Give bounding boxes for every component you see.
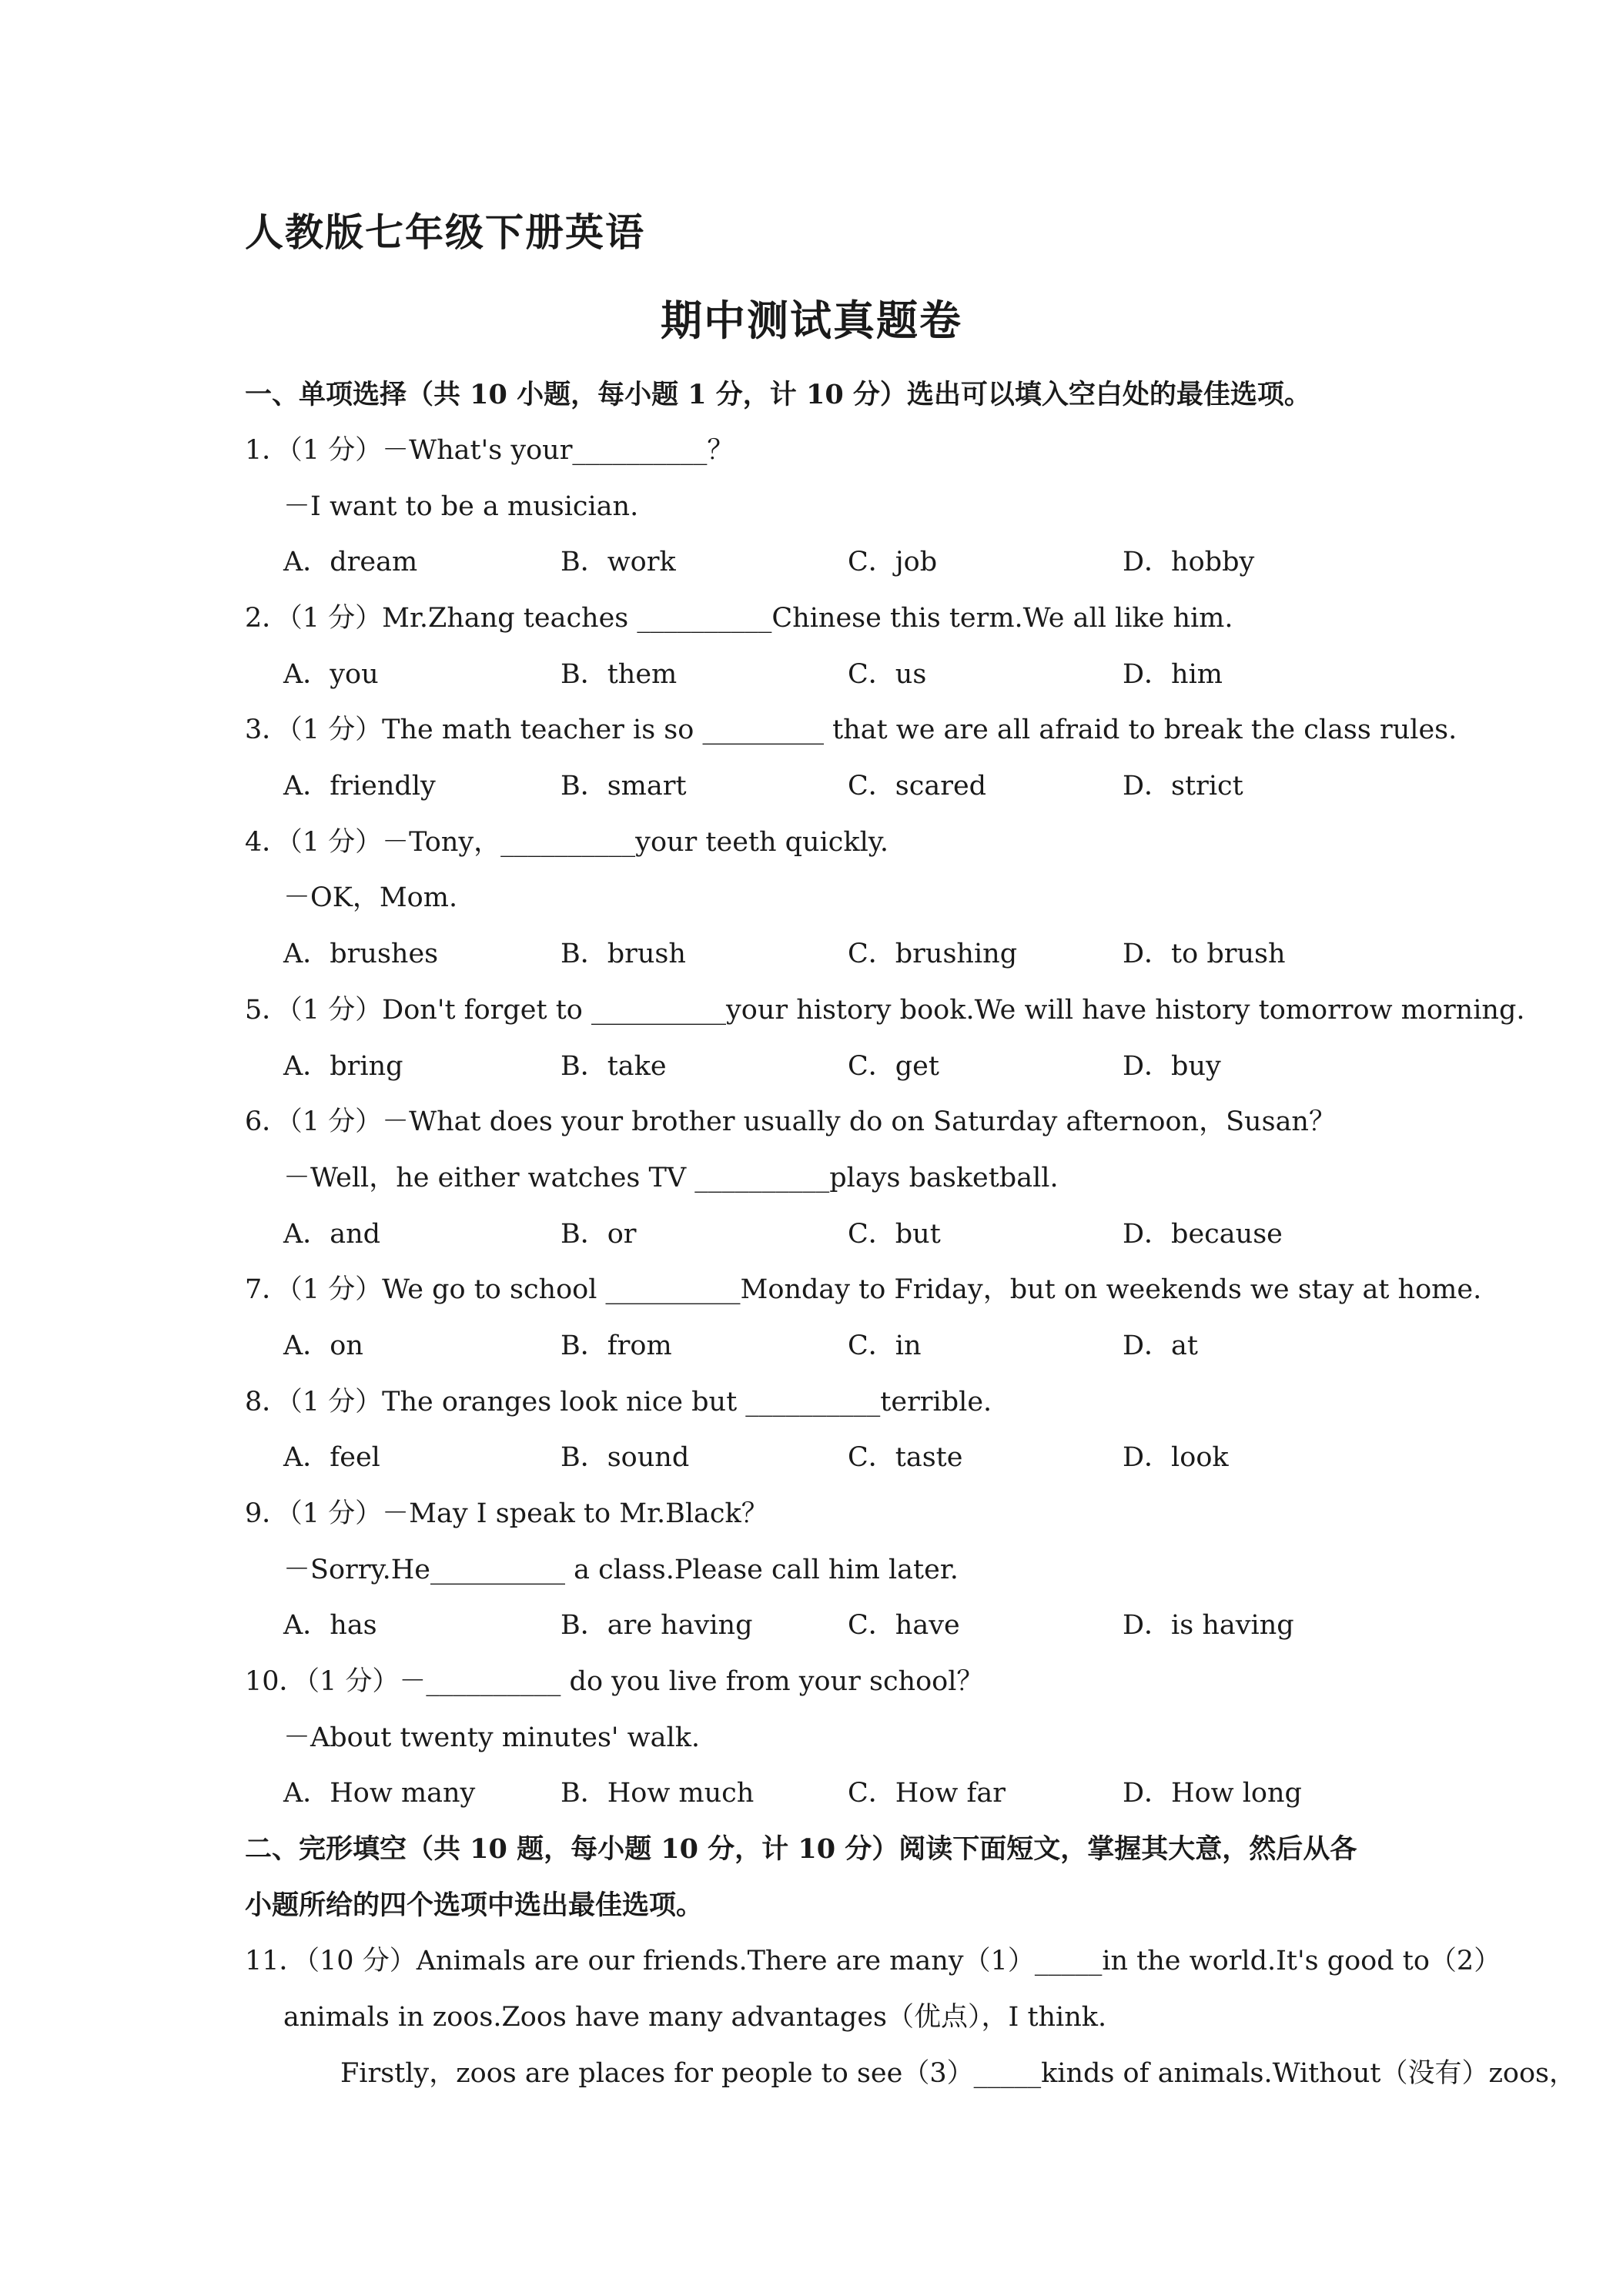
option-d: D．hobby [1123, 547, 1255, 577]
question-1-options [283, 541, 1438, 579]
question-5-stem: 5．（1 分）Don't forget to __________your history book.We will have history tomorrow morning. [245, 995, 1525, 1026]
option-c: C．brushing [848, 939, 1018, 969]
option-a: A．bring [283, 1051, 403, 1082]
option-b: B．How much [561, 1778, 755, 1809]
option-c: C．taste [848, 1442, 963, 1473]
option-c: C．scared [848, 771, 987, 802]
option-d: D．is having [1123, 1610, 1294, 1641]
question-3-stem: 3．（1 分）The math teacher is so _________ that we are all afraid to break the class rules. [245, 715, 1457, 745]
question-1-stem: 1．（1 分）－What's your__________？ [245, 435, 735, 466]
option-d: D．How long [1123, 1778, 1302, 1809]
section-1-heading: 一、单项选择（共 10 小题，每小题 1 分，计 10 分）选出可以填入空白处的最佳选项。 [245, 379, 1311, 410]
question-2-options [283, 653, 1438, 691]
option-a: A．and [283, 1219, 381, 1250]
question-4-reply: －OK，Mom. [283, 882, 458, 913]
option-c: C．How far [848, 1778, 1006, 1809]
option-c: C．have [848, 1610, 960, 1641]
question-6-reply: －Well，he either watches TV __________plays basketball. [283, 1163, 1059, 1193]
document-subtitle: 期中测试真题卷 [661, 296, 962, 345]
option-a: A．brushes [283, 939, 439, 969]
option-a: A．you [283, 659, 379, 690]
question-5-options [283, 1045, 1438, 1083]
passage-line-1: 11．（10 分）Animals are our friends.There are many（1）_____in the world.It's good to（2） [245, 1946, 1501, 1976]
document-title: 人教版七年级下册英语 [245, 209, 645, 255]
question-8-options [283, 1436, 1438, 1474]
question-10-options [283, 1772, 1438, 1810]
question-10-reply: －About twenty minutes' walk. [283, 1722, 701, 1753]
option-c: C．job [848, 547, 938, 577]
passage-line-3: Firstly，zoos are places for people to see（3）_____kinds of animals.Without（没有）zoos， [340, 2058, 1577, 2089]
option-d: D．because [1123, 1219, 1283, 1250]
section-2-heading: 二、完形填空（共 10 题，每小题 10 分，计 10 分）阅读下面短文，掌握其大意，然后从各 [245, 1833, 1357, 1865]
option-b: B．are having [561, 1610, 753, 1641]
question-7-options [283, 1324, 1438, 1363]
option-a: A．How many [283, 1778, 476, 1809]
section-2-heading-cont: 小题所给的四个选项中选出最佳选项。 [245, 1889, 704, 1921]
option-c: C．us [848, 659, 927, 690]
question-7-stem: 7．（1 分）We go to school __________Monday to Friday，but on weekends we stay at home. [245, 1274, 1482, 1305]
question-4-stem: 4．（1 分）－Tony，__________your teeth quickly. [245, 827, 889, 858]
question-9-options [283, 1604, 1438, 1642]
option-a: A．dream [283, 547, 418, 577]
question-6-options [283, 1213, 1438, 1251]
option-a: A．feel [283, 1442, 380, 1473]
option-b: B．work [561, 547, 676, 577]
option-d: D．look [1123, 1442, 1229, 1473]
option-b: B．take [561, 1051, 667, 1082]
question-9-stem: 9．（1 分）－May I speak to Mr.Black？ [245, 1498, 768, 1529]
option-b: B．smart [561, 771, 687, 802]
option-d: D．him [1123, 659, 1223, 690]
option-a: A．has [283, 1610, 377, 1641]
question-8-stem: 8．（1 分）The oranges look nice but __________terrible. [245, 1387, 992, 1417]
option-b: B．or [561, 1219, 637, 1250]
question-10-stem: 10．（1 分）－__________ do you live from your school？ [245, 1666, 984, 1697]
question-2-stem: 2．（1 分）Mr.Zhang teaches __________Chinese this term.We all like him. [245, 603, 1233, 634]
option-b: B．sound [561, 1442, 690, 1473]
option-a: A．on [283, 1330, 363, 1361]
question-3-options [283, 765, 1438, 803]
passage-line-2: animals in zoos.Zoos have many advantages（优点），I think. [283, 2002, 1107, 2033]
question-1-reply: －I want to be a musician. [283, 491, 639, 522]
option-d: D．at [1123, 1330, 1198, 1361]
option-b: B．brush [561, 939, 686, 969]
question-6-stem: 6．（1 分）－What does your brother usually do on Saturday afternoon，Susan？ [245, 1106, 1336, 1137]
question-4-options [283, 932, 1438, 971]
option-c: C．in [848, 1330, 922, 1361]
question-9-reply: －Sorry.He__________ a class.Please call him later. [283, 1555, 959, 1585]
option-c: C．but [848, 1219, 941, 1250]
option-b: B．from [561, 1330, 672, 1361]
option-b: B．them [561, 659, 678, 690]
option-c: C．get [848, 1051, 939, 1082]
option-d: D．strict [1123, 771, 1243, 802]
option-a: A．friendly [283, 771, 436, 802]
option-d: D．to brush [1123, 939, 1286, 969]
option-d: D．buy [1123, 1051, 1221, 1082]
